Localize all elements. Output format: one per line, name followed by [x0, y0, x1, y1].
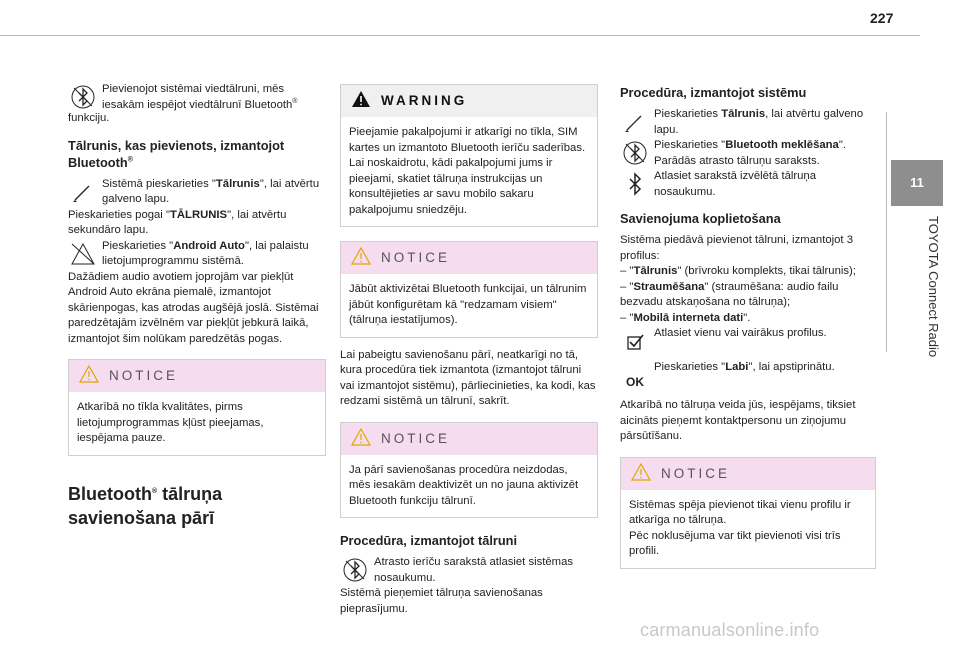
- notice-triangle-icon: [631, 463, 651, 485]
- notice-header: NOTICE: [341, 242, 597, 274]
- chapter-tab: 11: [891, 160, 943, 206]
- section-heading-bluetooth-phone: Tālrunis, kas pievienots, izmantojot Bluetooth®: [68, 137, 285, 170]
- notice-text: Jābūt aktivizētai Bluetooth funkcijai, un tālrunim jābūt konfigurētam kā "redzamam visiem" (tālruņa iestatījumos).: [349, 283, 587, 326]
- step-phone-text: Sistēmā pieskarieties "Tālrunis", lai atvērtu galveno lapu.: [102, 177, 320, 205]
- notice-text: Ja pārī savienošanas procedūra neizdodas, mēs iesakām deaktivizēt un no jauna aktivizēt Bluetooth funkciju tālrunī.: [349, 463, 579, 507]
- step-select-profiles-text: Atlasiet vienu vai vairākus profilus.: [654, 327, 827, 339]
- step-phone-menu-text: Pieskarieties Tālrunis, lai atvērtu galveno lapu.: [654, 108, 864, 136]
- step-phone: [68, 177, 326, 208]
- profile-streaming: – "Straumēšana" (straumēšana: audio failu bezvadu atskaņošana no tālruņa);: [620, 280, 839, 308]
- step-select-system: [340, 555, 598, 586]
- watermark: carmanualsonline.info: [640, 620, 820, 640]
- column-3: [620, 84, 878, 569]
- step-select-system-text: Atrasto ierīču sarakstā atlasiet sistēmas nosaukumu.: [374, 556, 574, 584]
- notice-triangle-icon: [351, 247, 371, 269]
- intro-block: [68, 82, 326, 113]
- profile-phone: – "Tālrunis" (brīvroku komplekts, tikai tālrunis);: [620, 265, 856, 277]
- notice-text: Sistēmas spēja pievienot tikai vienu profilu ir atkarīga no tālruņa. Pēc noklusējuma var tikt pievienoti visi trīs profili.: [629, 498, 851, 557]
- bluetooth-symbol-icon: [620, 169, 650, 199]
- profile-mobile-data: – "Mobilā interneta dati".: [620, 311, 751, 324]
- intro-text: Pievienojot sistēmai viedtālruni, mēs iesakām iespējot viedtālrunī Bluetooth®: [102, 83, 298, 111]
- heading-procedure-system: Procedūra, izmantojot sistēmu: [620, 85, 807, 100]
- step-select-profiles: [620, 326, 878, 356]
- notice-box-3: [340, 422, 598, 519]
- notice-header: NOTICE: [621, 458, 875, 490]
- step-phone-menu: [620, 107, 878, 138]
- step-select-phone-text: Atlasiet sarakstā izvēlētā tālruņa nosaukumu.: [654, 170, 817, 198]
- warning-triangle-icon: [68, 239, 98, 269]
- notice-box-2: [340, 241, 598, 338]
- warning-text: Pieejamie pakalpojumi ir atkarīgi no tīkla, SIM kartes un izmantoto Bluetooth ierīču saderības. Lai noskaidrotu, kādi pakalpojumi jums ir pieejami, skatiet tālruņa instrukcijas un konsultējieties ar savu mobilo sakaru pakalpojumu sniedzēju.: [349, 126, 586, 216]
- bluetooth-icon: [340, 555, 370, 585]
- notice-triangle-icon: [79, 365, 99, 387]
- notice-box-4: [620, 457, 876, 569]
- warning-header: WARNING: [341, 85, 597, 117]
- notice-triangle-icon: [351, 428, 371, 450]
- side-rule: [886, 112, 887, 352]
- ok-icon: OK: [626, 374, 644, 389]
- warning-icon: [351, 90, 371, 112]
- phone-button-text: Pieskarieties pogai "TĀLRUNIS", lai atvērtu sekundāro lapu.: [68, 208, 287, 236]
- step-bluetooth-search-text: Pieskarieties "Bluetooth meklēšana". Parādās atrasto tālruņu saraksts.: [654, 139, 846, 167]
- accept-request-text: Sistēmā pieņemiet tālruņa savienošanas pieprasījumu.: [340, 587, 543, 615]
- notice-header: NOTICE: [341, 423, 597, 455]
- pairing-code-text: Lai pabeigtu savienošanu pārī, neatkarīgi no tā, kura procedūra tiek izmantota (izmantojot tālruni vai izmantojot sistēmu), pārliecinieties, ka kodi, kas redzami sistēmā un tālrunī, sakrīt.: [340, 348, 596, 407]
- step-confirm-text: Pieskarieties "Labi", lai apstiprinātu.: [654, 361, 835, 373]
- heading-procedure-phone: Procedūra, izmantojot tālruni: [340, 533, 518, 548]
- transfer-text: Atkarībā no tālruņa veida jūs, iespējams, tiksiet aicināts pieņemt kontaktpersonu un ziņojumu pārsūtīšanu.: [620, 399, 856, 442]
- step-android-auto: [68, 239, 326, 270]
- column-1: [68, 82, 326, 530]
- column-2: [340, 84, 598, 617]
- header-rule: [0, 35, 920, 36]
- section-title-pairing: Bluetooth® tālruņa savienošana pārī: [68, 483, 223, 528]
- profiles-intro: Sistēma piedāvā pievienot tālruni, izmantojot 3 profilus:: [620, 234, 853, 262]
- android-auto-text: Dažādiem audio avotiem joprojām var piekļūt Android Auto ekrāna piemalē, izmantojot skārienpogas, kas atrodas augšējā joslā. Sistēmai paredzētajām izvēlnēm var piekļūt jebkurā laikā, izmantojot šim nolūkam paredzētās pogas.: [68, 270, 319, 345]
- step-select-phone: [620, 169, 878, 200]
- touch-icon: [68, 177, 98, 207]
- heading-connection-sharing: Savienojuma koplietošana: [620, 211, 781, 226]
- bluetooth-icon: [68, 82, 98, 112]
- checkbox-icon: [620, 326, 650, 356]
- step-android-auto-text: Pieskarieties "Android Auto", lai palaistu lietojumprogrammu sistēmā.: [102, 239, 309, 267]
- notice-text: Atkarībā no tīkla kvalitātes, pirms lietojumprogrammas kļūst pieejamas, iespējama pauze.: [77, 401, 264, 444]
- notice-header: NOTICE: [69, 360, 325, 392]
- page-number: 227: [870, 10, 894, 26]
- touch-icon: [620, 107, 650, 137]
- bluetooth-icon: [620, 138, 650, 168]
- warning-box: [340, 84, 598, 227]
- intro-text-end: funkciju.: [68, 112, 110, 124]
- step-confirm: [620, 360, 878, 390]
- chapter-title: TOYOTA Connect Radio: [926, 216, 941, 358]
- notice-box-1: [68, 359, 326, 456]
- step-bluetooth-search: [620, 138, 878, 169]
